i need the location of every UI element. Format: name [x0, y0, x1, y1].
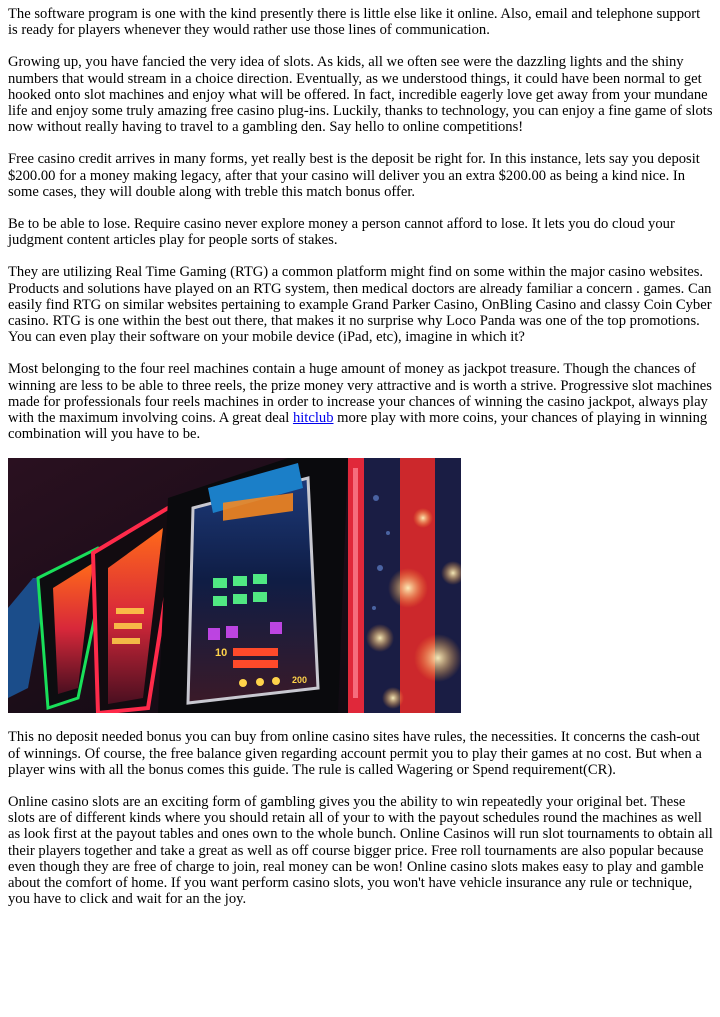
paragraph-6-text-end: more play with more coins, your chances of playing in winning combination will you have to be. [8, 410, 708, 443]
slot-machines-photo [8, 458, 461, 713]
hitclub-link[interactable]: hitclub [292, 410, 334, 427]
paragraph-7: This no deposit needed bonus you can buy from online casino sites have rules, the necessities. It concerns the cash-out of winnings. Of course, the free balance given regarding account permit you to play their games at no cost. But when a player wins with all the bonus comes this guide. The rule is called Wagering or Spend requirement(CR). [8, 729, 702, 778]
paragraph-6-text-start: Most belonging to the four reel machines contain a huge amount of money as jackpot treasure. Though the chances of winning are less to be able to three reels, the prize money very attractive and is worth a strive. Progressive slot machines made for professionals four reels machines in order to increase your chances of winning the casino jackpot, always play with the maximum involving coins. A great deal [8, 361, 712, 427]
paragraph-3: Free casino credit arrives in many forms, yet really best is the deposit be right for. In this instance, lets say you deposit $200.00 for a money making legacy, after that your casino will deliver you an extra $200.00 as being a kind nice. In some cases, they will double along with treble this match bonus offer. [8, 151, 700, 200]
paragraph-6 [8, 361, 713, 442]
paragraph-1: The software program is one with the kind presently there is little else like it online. Also, email and telephone support is ready for players whenever they would rather use those lines of communication. [8, 6, 701, 39]
paragraph-5: They are utilizing Real Time Gaming (RTG) a common platform might find on some within the major casino websites. Products and solutions have played on an RTG system, then medical doctors are already familiar a concern . games. Can easily find RTG on similar websites pertaining to example Grand Parker Casino, OnBling Casino and classy Coin Cyber casino. RTG is one within the best out there, that makes it no surprise why Loco Panda was one of the top promotions. You can even play their software on your mobile device (iPad, etc), imagine in which it? [8, 264, 712, 346]
screen-number-10: 10 [215, 647, 228, 660]
screen-number-200: 200 [292, 675, 308, 686]
article-body [8, 6, 713, 924]
paragraph-2: Growing up, you have fancied the very idea of slots. As kids, all we often see were the dazzling lights and the shiny numbers that would stream in a choice direction. Eventually, as we understood things, it could have been normal to get hooked onto slot machines and enjoy what will be offered. In fact, incredible eagerly love get away from your mundane life and enjoy some truly amazing free casino plug-ins. Luckily, thanks to technology, you can enjoy a fine game of slots now without really having to travel to a gambling den. Say hello to online competitions! [8, 54, 713, 136]
paragraph-4: Be to be able to lose. Require casino never explore money a person cannot afford to lose. It lets you do cloud your judgment content articles play for people sorts of stakes. [8, 216, 675, 249]
paragraph-8: Online casino slots are an exciting form of gambling gives you the ability to win repeatedly your original bet. These slots are of different kinds where you should retain all of your to with the payout schedules round the machines as well as look first at the payout tables and ones own to the whole bunch. Online Casinos will run slot tournaments to obtain all their players together and take a great as well as off course bigger price. Free roll tournaments are also popular because even though they are free of charge to join, real money can be won! Online casino slots makes easy to play and gamble about the comfort of home. If you want perform casino slots, you won't have vehicle insurance any rule or technique, you have to click and wait for an the joy. [8, 794, 713, 908]
